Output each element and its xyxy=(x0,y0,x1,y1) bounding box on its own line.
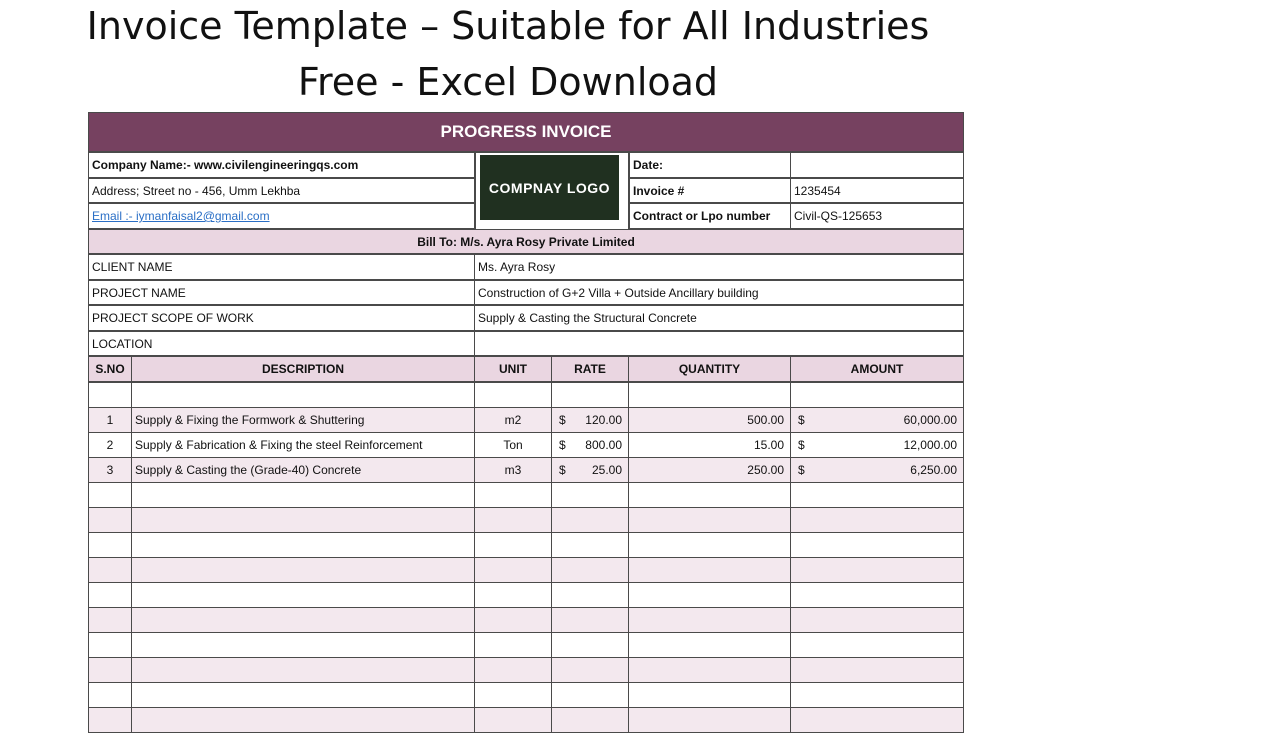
table-cell xyxy=(131,482,475,508)
row2-amount: 12,000.00 xyxy=(903,438,957,452)
bill-to: Bill To: M/s. Ayra Rosy Private Limited xyxy=(88,229,964,254)
table-cell xyxy=(790,607,964,633)
contract-value: Civil-QS-125653 xyxy=(790,203,964,229)
company-email-link[interactable]: Email :- iymanfaisal2@gmail.com xyxy=(92,209,270,223)
row2-unit: Ton xyxy=(474,432,552,458)
company-name: Company Name:- www.civilengineeringqs.com xyxy=(88,152,475,178)
table-cell xyxy=(628,607,791,633)
table-cell xyxy=(628,382,791,408)
row3-quantity: 250.00 xyxy=(628,457,791,483)
col-header-description: DESCRIPTION xyxy=(131,356,475,382)
table-cell xyxy=(628,482,791,508)
table-cell xyxy=(131,607,475,633)
row1-unit: m2 xyxy=(474,407,552,433)
row2-amount-cell xyxy=(790,432,964,458)
table-cell xyxy=(131,557,475,583)
table-cell xyxy=(88,507,132,533)
table-cell xyxy=(628,582,791,608)
table-cell xyxy=(551,582,629,608)
date-label: Date: xyxy=(629,152,791,178)
row2-sno: 2 xyxy=(88,432,132,458)
table-cell xyxy=(474,632,552,658)
row3-rate-cell xyxy=(551,457,629,483)
table-cell xyxy=(88,557,132,583)
row2-rate-currency: $ xyxy=(559,438,566,452)
company-address: Address; Street no - 456, Umm Lekhba xyxy=(88,178,475,203)
table-cell xyxy=(790,707,964,733)
table-cell xyxy=(628,557,791,583)
table-cell xyxy=(88,482,132,508)
table-cell xyxy=(790,482,964,508)
col-header-rate: RATE xyxy=(551,356,629,382)
table-cell xyxy=(790,582,964,608)
table-cell xyxy=(790,557,964,583)
table-cell xyxy=(790,382,964,408)
client-name-label: CLIENT NAME xyxy=(88,254,475,280)
table-cell xyxy=(474,507,552,533)
company-email-cell xyxy=(88,203,475,229)
col-header-amount: AMOUNT xyxy=(790,356,964,382)
row1-amount: 60,000.00 xyxy=(903,413,957,427)
row1-rate-currency: $ xyxy=(559,413,566,427)
contract-label: Contract or Lpo number xyxy=(629,203,791,229)
table-cell xyxy=(88,682,132,708)
table-cell xyxy=(474,682,552,708)
invoice-header: PROGRESS INVOICE xyxy=(88,112,964,152)
date-value xyxy=(790,152,964,178)
table-cell xyxy=(551,607,629,633)
table-cell xyxy=(474,707,552,733)
table-cell xyxy=(88,632,132,658)
table-cell xyxy=(551,532,629,558)
table-cell xyxy=(628,657,791,683)
company-logo: COMPNAY LOGO xyxy=(480,155,619,220)
col-header-quantity: QUANTITY xyxy=(628,356,791,382)
table-cell xyxy=(628,532,791,558)
row3-description: Supply & Casting the (Grade-40) Concrete xyxy=(131,457,475,483)
row3-rate: 25.00 xyxy=(591,463,622,477)
page-title-line-2: Free - Excel Download xyxy=(297,60,719,104)
row3-amount: 6,250.00 xyxy=(910,463,957,477)
project-scope-label: PROJECT SCOPE OF WORK xyxy=(88,305,475,331)
row2-rate-cell xyxy=(551,432,629,458)
table-cell xyxy=(88,532,132,558)
table-cell xyxy=(474,582,552,608)
table-cell xyxy=(790,657,964,683)
row1-sno: 1 xyxy=(88,407,132,433)
invoice-sheet xyxy=(88,112,964,732)
row3-sno: 3 xyxy=(88,457,132,483)
row1-rate: 120.00 xyxy=(585,413,622,427)
table-cell xyxy=(790,632,964,658)
table-cell xyxy=(88,657,132,683)
row1-amount-cell xyxy=(790,407,964,433)
table-cell xyxy=(474,532,552,558)
table-cell xyxy=(551,657,629,683)
page-title-line-1: Invoice Template – Suitable for All Industries xyxy=(86,4,930,48)
table-cell xyxy=(790,532,964,558)
row3-rate-currency: $ xyxy=(559,463,566,477)
table-cell xyxy=(790,507,964,533)
table-cell xyxy=(131,507,475,533)
table-cell xyxy=(88,607,132,633)
table-cell xyxy=(551,382,629,408)
invoice-number-value: 1235454 xyxy=(790,178,964,203)
row1-quantity: 500.00 xyxy=(628,407,791,433)
row1-amount-currency: $ xyxy=(798,413,805,427)
table-cell xyxy=(628,632,791,658)
table-cell xyxy=(551,707,629,733)
table-cell xyxy=(474,657,552,683)
project-name-label: PROJECT NAME xyxy=(88,280,475,305)
table-cell xyxy=(474,482,552,508)
table-cell xyxy=(551,507,629,533)
location-label: LOCATION xyxy=(88,331,475,356)
table-cell xyxy=(474,557,552,583)
table-cell xyxy=(474,607,552,633)
col-header-sno: S.NO xyxy=(88,356,132,382)
table-cell xyxy=(131,707,475,733)
project-name-value: Construction of G+2 Villa + Outside Ancillary building xyxy=(474,280,964,305)
table-cell xyxy=(551,482,629,508)
row2-quantity: 15.00 xyxy=(628,432,791,458)
table-cell xyxy=(551,682,629,708)
table-cell xyxy=(474,382,552,408)
table-cell xyxy=(790,682,964,708)
row2-amount-currency: $ xyxy=(798,438,805,452)
table-cell xyxy=(551,632,629,658)
table-cell xyxy=(131,582,475,608)
table-cell xyxy=(131,682,475,708)
client-name-value: Ms. Ayra Rosy xyxy=(474,254,964,280)
row1-rate-cell xyxy=(551,407,629,433)
row3-amount-currency: $ xyxy=(798,463,805,477)
table-cell xyxy=(131,532,475,558)
table-cell xyxy=(131,657,475,683)
invoice-number-label: Invoice # xyxy=(629,178,791,203)
project-scope-value: Supply & Casting the Structural Concrete xyxy=(474,305,964,331)
row2-rate: 800.00 xyxy=(585,438,622,452)
row3-unit: m3 xyxy=(474,457,552,483)
col-header-unit: UNIT xyxy=(474,356,552,382)
location-value xyxy=(474,331,964,356)
table-cell xyxy=(88,382,132,408)
table-cell xyxy=(628,507,791,533)
table-cell xyxy=(131,382,475,408)
row1-description: Supply & Fixing the Formwork & Shuttering xyxy=(131,407,475,433)
table-cell xyxy=(628,707,791,733)
table-cell xyxy=(88,707,132,733)
row2-description: Supply & Fabrication & Fixing the steel Reinforcement xyxy=(131,432,475,458)
row3-amount-cell xyxy=(790,457,964,483)
table-cell xyxy=(628,682,791,708)
table-cell xyxy=(551,557,629,583)
table-cell xyxy=(88,582,132,608)
table-cell xyxy=(131,632,475,658)
